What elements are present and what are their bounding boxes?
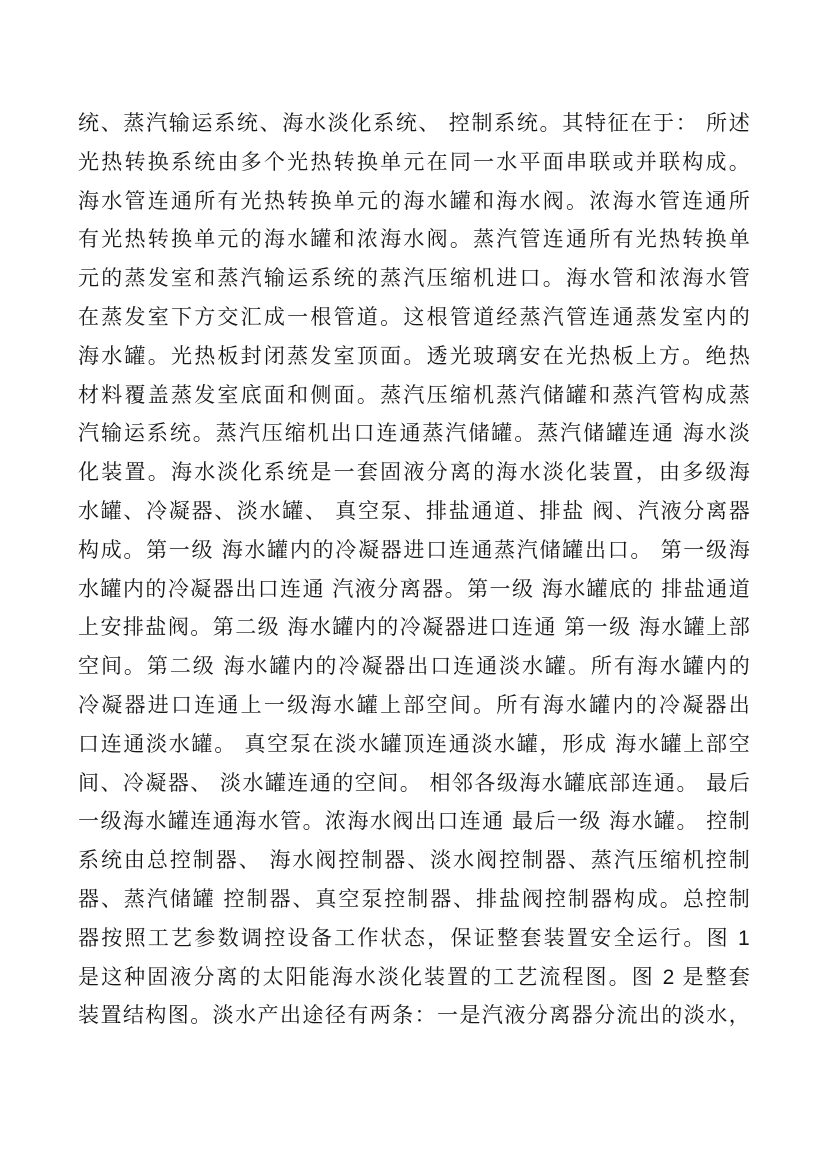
text-line: 装置结构图。淡水产出途径有两条：一是汽液分离器分流出的淡水， bbox=[78, 1004, 750, 1028]
text-line: 水罐、冷凝器、淡水罐、 真空泵、排盐通道、排盐 阀、汽液分离器 bbox=[78, 499, 750, 523]
text-line: 元的蒸发室和蒸汽输运系统的蒸汽压缩机进口。海水管和浓海水管 bbox=[78, 267, 750, 291]
text-line: 口连通淡水罐。 真空泵在淡水罐顶连通淡水罐，形成 海水罐上部空 bbox=[78, 732, 750, 756]
text-line: 构成。第一级 海水罐内的冷凝器进口连通蒸汽储罐出口。 第一级海 bbox=[78, 538, 750, 562]
text-line: 器、蒸汽储罐 控制器、真空泵控制器、排盐阀控制器构成。总控制 bbox=[78, 887, 750, 911]
text-line: 海水管连通所有光热转换单元的海水罐和海水阀。浓海水管连通所 bbox=[78, 189, 750, 213]
text-block bbox=[78, 105, 750, 1036]
text-line: 水罐内的冷凝器出口连通 汽液分离器。第一级 海水罐底的 排盐通道 bbox=[78, 577, 750, 601]
text-line: 化装置。海水淡化系统是一套固液分离的海水淡化装置，由多级海 bbox=[78, 461, 750, 485]
text-line: 器按照工艺参数调控设备工作状态，保证整套装置安全运行。图 1 bbox=[78, 926, 750, 950]
text-line: 间、冷凝器、 淡水罐连通的空间。 相邻各级海水罐底部连通。 最后 bbox=[78, 771, 750, 795]
text-line: 系统由总控制器、 海水阀控制器、淡水阀控制器、蒸汽压缩机控制 bbox=[78, 849, 750, 873]
text-line: 有光热转换单元的海水罐和浓海水阀。蒸汽管连通所有光热转换单 bbox=[78, 228, 750, 252]
text-line: 光热转换系统由多个光热转换单元在同一水平面串联或并联构成。 bbox=[78, 150, 750, 174]
text-line: 统、蒸汽输运系统、海水淡化系统、 控制系统。其特征在于： 所述 bbox=[78, 112, 750, 135]
text-line: 空间。第二级 海水罐内的冷凝器出口连通淡水罐。所有海水罐内的 bbox=[78, 655, 750, 679]
text-line: 在蒸发室下方交汇成一根管道。这根管道经蒸汽管连通蒸发室内的 bbox=[78, 305, 750, 329]
text-line: 汽输运系统。蒸汽压缩机出口连通蒸汽储罐。蒸汽储罐连通 海水淡 bbox=[78, 422, 750, 446]
text-line: 上安排盐阀。第二级 海水罐内的冷凝器进口连通 第一级 海水罐上部 bbox=[78, 616, 750, 640]
text-line: 冷凝器进口连通上一级海水罐上部空间。所有海水罐内的冷凝器出 bbox=[78, 693, 750, 717]
text-line: 海水罐。光热板封闭蒸发室顶面。透光玻璃安在光热板上方。绝热 bbox=[78, 344, 750, 368]
text-line: 是这种固液分离的太阳能海水淡化装置的工艺流程图。图 2 是整套 bbox=[78, 965, 750, 989]
text-line: 材料覆盖蒸发室底面和侧面。蒸汽压缩机蒸汽储罐和蒸汽管构成蒸 bbox=[78, 383, 750, 407]
text-line: 一级海水罐连通海水管。浓海水阀出口连通 最后一级 海水罐。 控制 bbox=[78, 810, 750, 834]
